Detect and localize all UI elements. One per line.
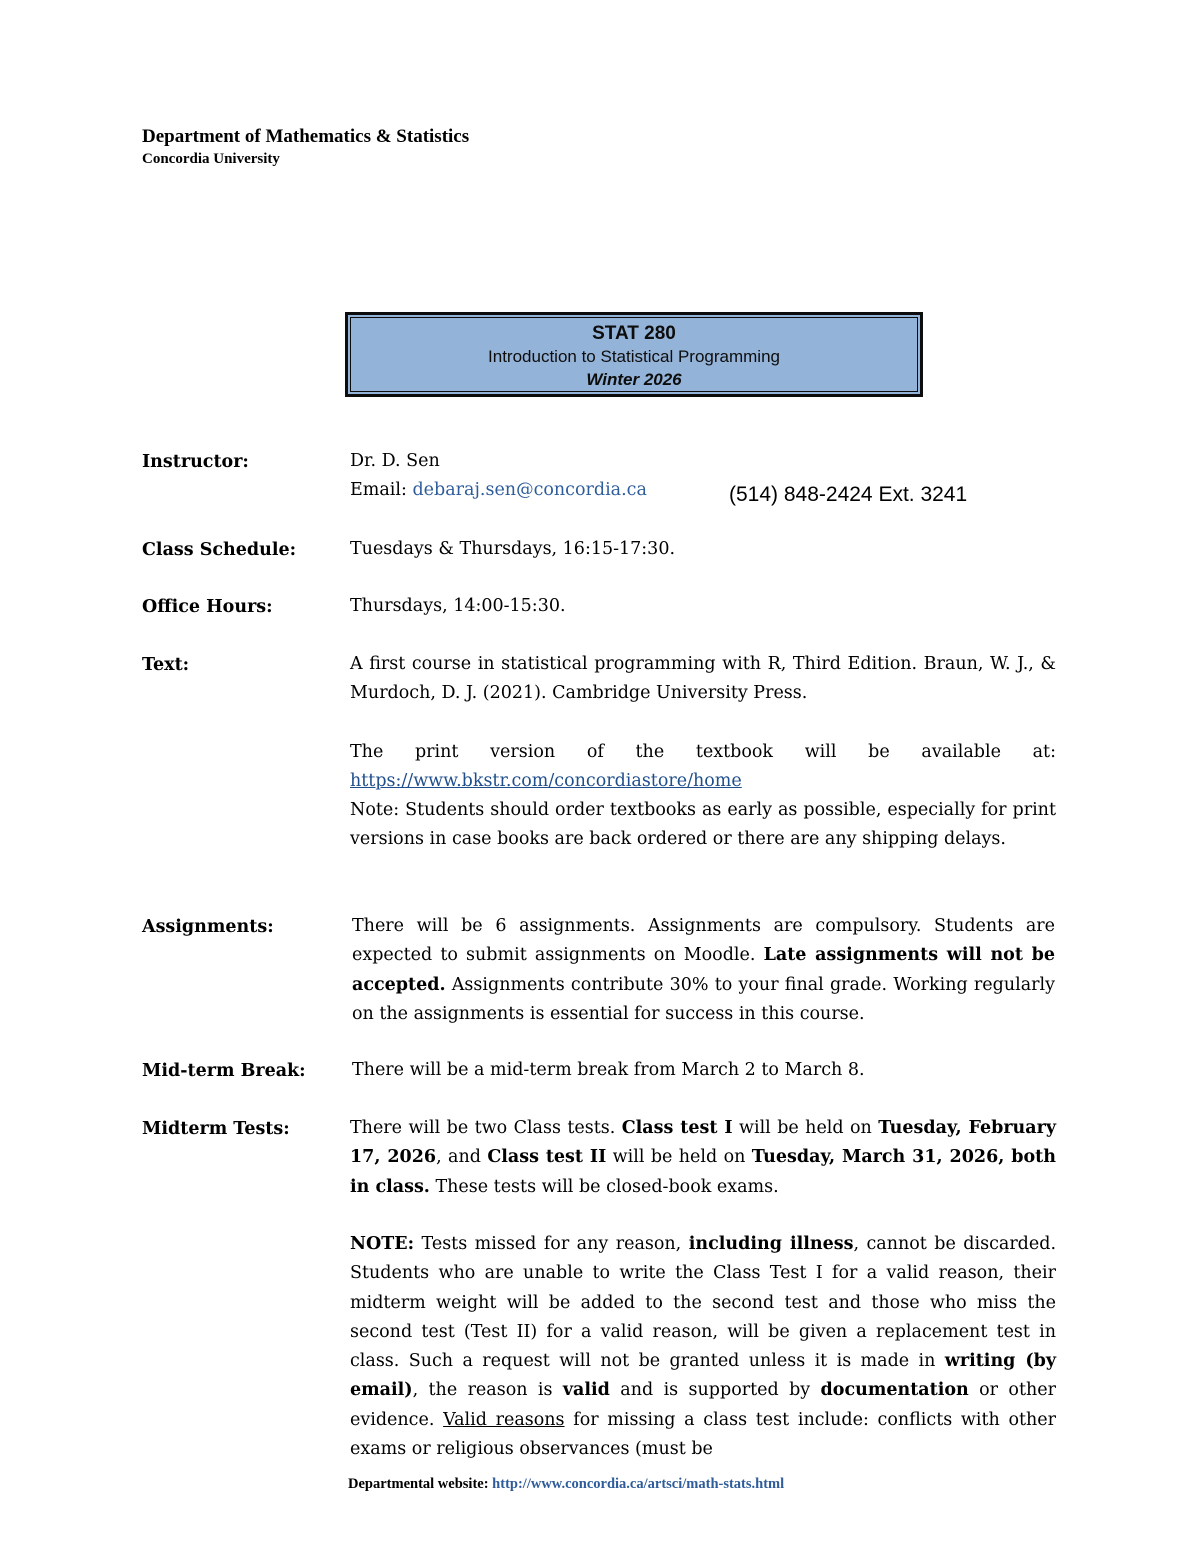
midterm-text-5: These tests will be closed-book exams. xyxy=(429,1176,779,1197)
bookstore-link[interactable]: https://www.bkstr.com/concordiastore/home xyxy=(350,771,742,791)
note-text-4: and is supported by xyxy=(609,1380,821,1401)
course-title: Introduction to Statistical Programming xyxy=(488,347,780,366)
note-heading: NOTE: xyxy=(350,1234,415,1254)
office-hours-value: Thursdays, 14:00-15:30. xyxy=(350,596,566,616)
instructor-phone: (514) 848-2424 Ext. 3241 xyxy=(729,483,968,506)
note-documentation: documentation xyxy=(820,1380,969,1401)
assignments-text-2: Assignments contribute 30% to your final grade. Working regularly on the assignments is essential for success in this course. xyxy=(352,974,1055,1024)
assignments-paragraph xyxy=(352,912,1055,1029)
assignments-label: Assignments: xyxy=(142,917,274,937)
text-label: Text: xyxy=(142,655,190,675)
course-code: STAT 280 xyxy=(592,323,676,344)
textbook-citation: A first course in statistical programming with R, Third Edition. Braun, W. J., & Murdoch, D. J. (2021). Cambridge University Press. xyxy=(350,654,1056,704)
class-schedule-label: Class Schedule: xyxy=(142,540,297,560)
instructor-email-line xyxy=(350,476,647,505)
class-test-2-date: Tuesday, March 31, 2026, both in class. xyxy=(350,1147,1056,1197)
assignments-late-policy: Late assignments will not be accepted. xyxy=(352,945,1055,995)
note-writing: writing (by email) xyxy=(350,1351,1056,1401)
note-text-2: , cannot be discarded. Students who are unable to write the Class Test I for a valid reason, their midterm weight will be added to the second test and those who miss the second test (Test II) for a valid reason, will be given a replacement test in class. Such a request will not be granted unless it is made in xyxy=(350,1234,1057,1372)
class-test-1: Class test I xyxy=(621,1118,733,1138)
class-test-2: Class test II xyxy=(487,1147,607,1168)
class-schedule-value: Tuesdays & Thursdays, 16:15-17:30. xyxy=(350,539,676,559)
department-title: Department of Mathematics & Statistics xyxy=(142,126,470,147)
midterm-text-1: There will be two Class tests. xyxy=(350,1118,622,1138)
print-version-intro: The print version of the textbook will be available at: xyxy=(350,742,1056,762)
midterm-break-value: There will be a mid-term break from March 2 to March 8. xyxy=(352,1060,865,1080)
footer-label: Departmental website: xyxy=(348,1476,493,1492)
midterm-text-2: will be held on xyxy=(732,1118,879,1138)
note-text-6: for missing a class test include: conflicts with other exams or religious observances (must be xyxy=(350,1409,1056,1460)
textbook-note: Note: Students should order textbooks as early as possible, especially for print versions in case books are back ordered or there are any shipping delays. xyxy=(350,800,1056,850)
email-label: Email: xyxy=(350,480,407,500)
note-valid: valid xyxy=(562,1380,610,1401)
university-name: Concordia University xyxy=(142,151,280,167)
midterm-text-4: will be held on xyxy=(606,1147,752,1168)
bookstore-link-line xyxy=(350,767,742,796)
class-test-1-date: Tuesday, February 17, 2026 xyxy=(350,1118,1056,1168)
note-text-3: , the reason is xyxy=(412,1380,563,1401)
assignments-text-1: There will be 6 assignments. Assignments are compulsory. Students are expected to submit assignments on Moodle. xyxy=(352,916,1055,966)
note-text-1: Tests missed for any reason, xyxy=(414,1234,689,1254)
midterm-tests-paragraph xyxy=(350,1114,1056,1202)
footer-website-link[interactable]: http://www.concordia.ca/artsci/math-stats.html xyxy=(492,1476,785,1492)
midterm-text-3: , and xyxy=(436,1147,488,1168)
instructor-name: Dr. D. Sen xyxy=(350,451,440,471)
note-valid-reasons: Valid reasons xyxy=(443,1409,565,1430)
midterm-note-paragraph xyxy=(350,1230,1056,1464)
midterm-tests-label: Midterm Tests: xyxy=(142,1119,290,1139)
course-title-box xyxy=(345,312,923,397)
instructor-label: Instructor: xyxy=(142,452,249,472)
office-hours-label: Office Hours: xyxy=(142,597,273,617)
midterm-break-label: Mid-term Break: xyxy=(142,1061,306,1081)
instructor-email-link[interactable]: debaraj.sen@concordia.ca xyxy=(412,480,647,500)
course-term: Winter 2026 xyxy=(586,370,682,389)
footer-website xyxy=(348,1475,784,1493)
note-text-5: or other evidence. xyxy=(350,1380,1056,1430)
note-illness: including illness xyxy=(688,1234,854,1254)
